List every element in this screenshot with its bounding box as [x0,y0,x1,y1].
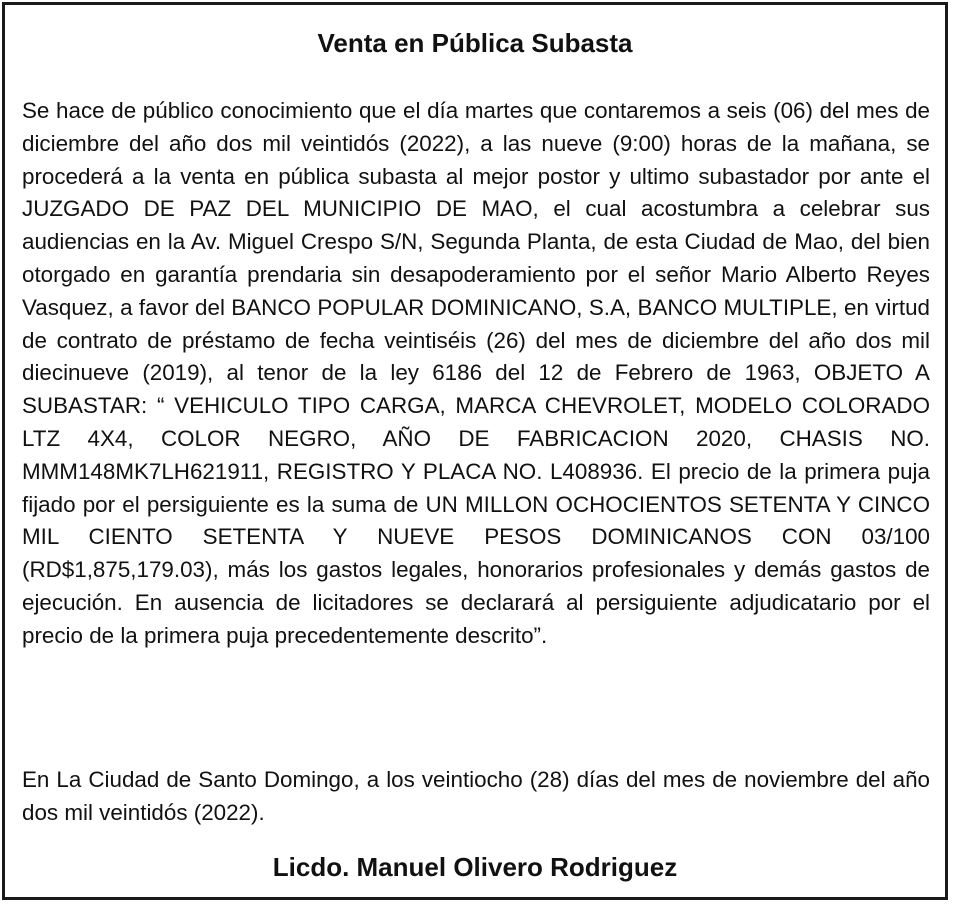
notice-body-paragraph: Se hace de público conocimiento que el día martes que contaremos a seis (06) del mes de diciembre del año dos mil veintidós (2022), a las nueve (9:00) horas de la mañana, se procederá a la venta en pública subasta al mejor postor y ultimo subastador por ante el JUZGADO DE PAZ DEL MUNICIPIO DE MAO, el cual acostumbra a celebrar sus audiencias en la Av. Miguel Crespo S/N, Segunda Planta, de esta Ciudad de Mao, del bien otorgado en garantía prendaria sin desapoderamiento por el señor Mario Alberto Reyes Vasquez, a favor del BANCO POPULAR DOMINICANO, S.A, BANCO MULTIPLE, en virtud de contrato de préstamo de fecha veintiséis (26) del mes de diciembre del año dos mil diecinueve (2019), al tenor de la ley 6186 del 12 de Febrero de 1963, OBJETO A SUBASTAR: “ VEHICULO TIPO CARGA, MARCA CHEVROLET, MODELO COLORADO LTZ 4X4, COLOR NEGRO, AÑO DE FABRICACION 2020, CHASIS NO. MMM148MK7LH621911, REGISTRO Y PLACA NO. L408936. El precio de la primera puja fijado por el persiguiente es la suma de UN MILLON OCHOCIENTOS SETENTA Y CINCO MIL CIENTO SETENTA Y NUEVE PESOS DOMINICANOS CON 03/100 (RD$1,875,179.03), más los gastos legales, honorarios profesionales y demás gastos de ejecución. En ausencia de licitadores se declarará al persiguiente adjudicatario por el precio de la primera puja precedentemente descrito”. [22,98,930,648]
notice-frame [2,2,948,900]
signature-name: Licdo. Manuel Olivero Rodriguez [272,852,678,882]
notice-closing-paragraph: En La Ciudad de Santo Domingo, a los veintiocho (28) días del mes de noviembre del año dos mil veintidós (2022). [22,767,930,825]
notice-title: Venta en Pública Subasta [317,28,633,58]
